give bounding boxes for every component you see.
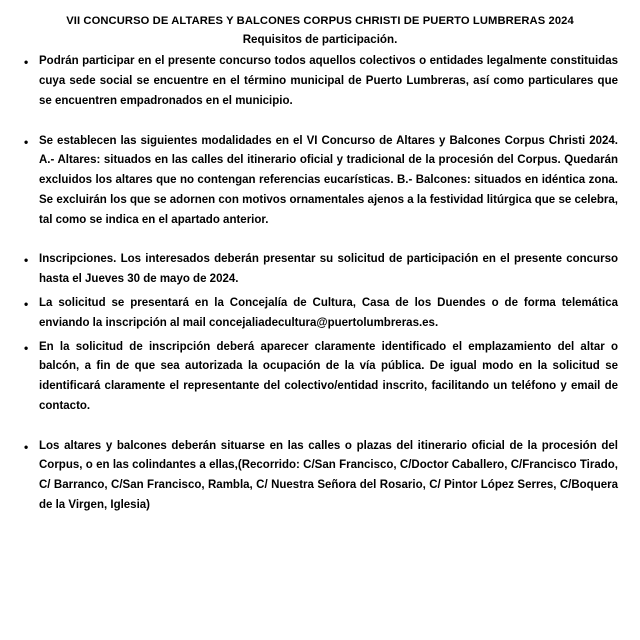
list-item: • Podrán participar en el presente concurso todos aquellos colectivos o entidades legalmente constituidas cuya sede social se encuentre en el término municipal de Puerto Lumbreras, así como particulares que se encuentren empadronados en el municipio.: [22, 52, 618, 111]
list-item: • Inscripciones. Los interesados deberán presentar su solicitud de participación en el presente concurso hasta el Jueves 30 de mayo de 2024.: [22, 250, 618, 290]
page-subtitle: Requisitos de participación.: [242, 33, 398, 47]
list-item: • La solicitud se presentará en la Concejalía de Cultura, Casa de los Duendes o de forma telemática enviando la inscripción al mail concejaliadecultura@puertolumbreras.es.: [22, 294, 618, 334]
page-title: VII CONCURSO DE ALTARES Y BALCONES CORPUS CHRISTI DE PUERTO LUMBRERAS 2024: [66, 15, 574, 27]
requirements-list: [22, 52, 618, 515]
list-item: • Los altares y balcones deberán situarse en las calles o plazas del itinerario oficial de la procesión del Corpus, o en las colindantes a ellas,(Recorrido: C/San Francisco, C/Doctor Caballero, C/Francisco Tirado, C/ Barranco, C/San Francisco, Rambla, C/ Nuestra Señora del Rosario, C/ Pintor López Serres, C/Boquera de la Virgen, Iglesia): [22, 437, 618, 516]
list-item: • En la solicitud de inscripción deberá aparecer claramente identificado el emplazamiento del altar o balcón, a fin de que sea autorizada la ocupación de la vía pública. De igual modo en la solicitud se identificará claramente el representante del colectivo/entidad inscrito, facilitando un teléfono y email de contacto.: [22, 338, 618, 417]
list-item: • Se establecen las siguientes modalidades en el VI Concurso de Altares y Balcones Corpus Christi 2024. A.- Altares: situados en las calles del itinerario oficial y tradicional de la procesión del Corpus. Quedarán excluidos los altares que no contengan referencias eucarísticas. B.- Balcones: situados en idéntica zona. Se excluirán los que se adornen con motivos ornamentales ajenos a la festividad litúrgica que se celebra, tal como se indica en el apartado anterior.: [22, 132, 618, 231]
